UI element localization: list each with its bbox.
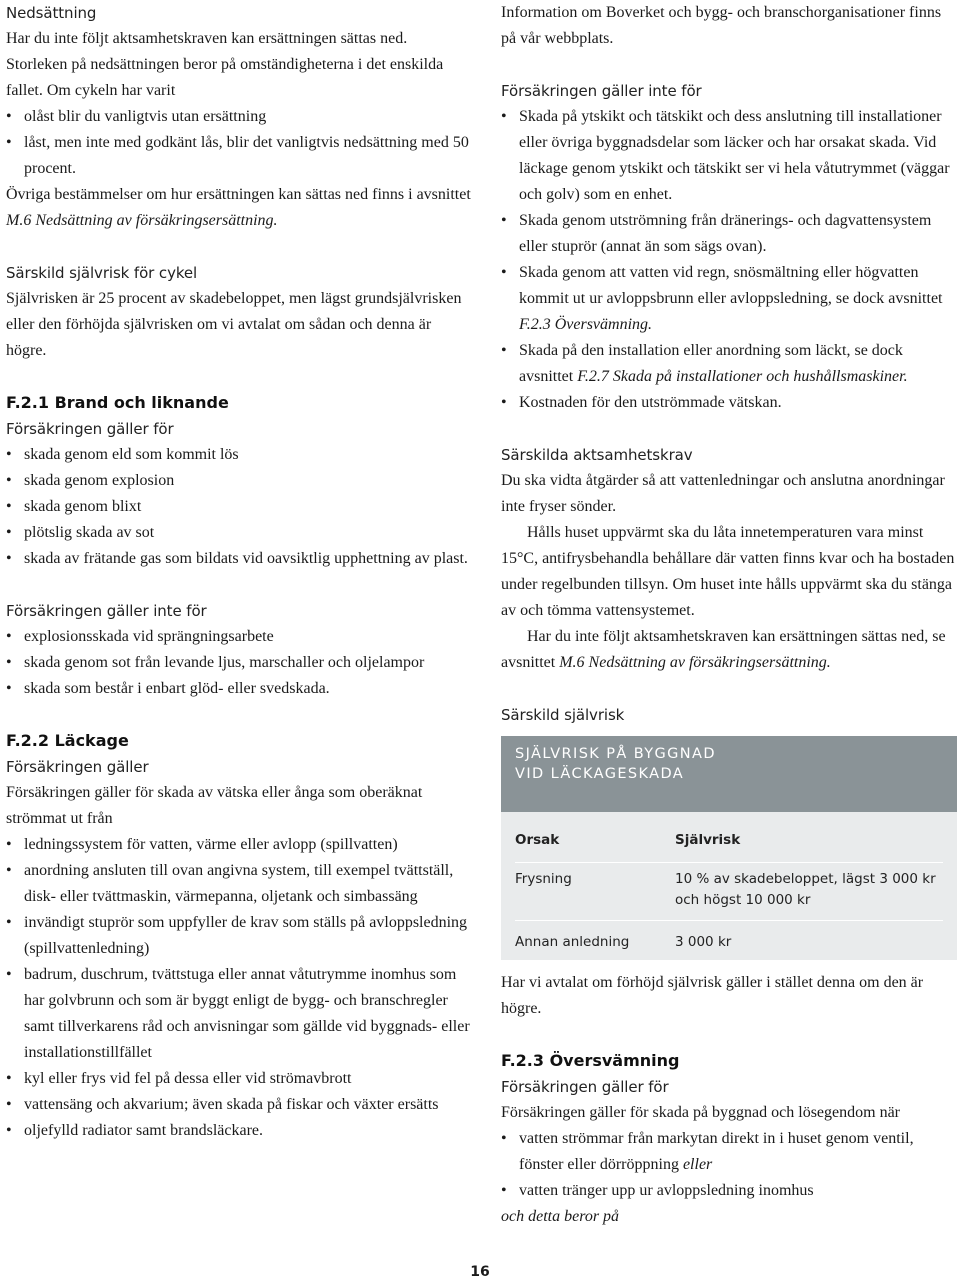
list-item: • explosionsskada vid sprängningsarbete <box>6 624 472 650</box>
aktsamhet-paragraph-2: Hålls huset uppvärmt ska du låta innetemperaturen vara minst 15°C, antifrysbehandla behållare där vatten finns kvar och ha bostaden under regelbunden tillsyn. Om huset inte hålls uppvärmt ska du stänga av och tömma vattensystemet. <box>501 524 955 619</box>
list-item: • vatten tränger upp ur avloppsledning inomhus <box>501 1178 957 1204</box>
forhojd-sjalvrisk-paragraph: Har vi avtalat om förhöjd självrisk gäller i stället denna om den är högre. <box>501 974 924 1017</box>
nedsattning-reference-paragraph <box>6 182 472 234</box>
item-text: vatten strömmar från markytan direkt in i huset genom ventil, fönster eller dörröppning <box>519 1130 914 1173</box>
lackage-excludes-heading: Försäkringen gäller inte för <box>501 82 702 100</box>
list-item <box>501 260 957 338</box>
list-item: • Skada genom utströmning från dränerings- och dagvattensystem eller stuprör (annat än som sägs ovan). <box>501 208 957 260</box>
table-cell: Frysning <box>515 871 572 887</box>
list-item: • anordning ansluten till ovan angivna system, till exempel tvättställ, disk- eller tvättmaskin, värmepanna, oljetank och simbassäng <box>6 858 472 910</box>
list-item: • olåst blir du vanligtvis utan ersättning <box>6 104 472 130</box>
column-header-sjalvrisk: Självrisk <box>675 832 741 848</box>
list-item: • skada genom sot från levande ljus, marschaller och oljelampor <box>6 650 472 676</box>
cell-line: 10 % av skadebeloppet, lägst 3 000 kr <box>675 871 936 887</box>
table-cell <box>675 869 943 920</box>
item-text: Skada genom att vatten vid regn, snösmältning eller högvatten kommit ut ur avloppsbrunn eller avloppsledning, se dock avsnittet <box>519 264 943 307</box>
section-reference: F.2.7 Skada på installationer och hushållsmaskiner. <box>577 368 908 385</box>
sarskild-sjalvrisk-heading: Särskild självrisk <box>501 706 625 724</box>
list-item <box>501 338 957 390</box>
nedsattning-heading: Nedsättning <box>6 4 97 22</box>
brand-covers-heading: Försäkringen gäller för <box>6 420 174 438</box>
nedsattning-list <box>6 104 472 182</box>
list-item: • kyl eller frys vid fel på dessa eller vid strömavbrott <box>6 1066 472 1092</box>
section-reference: M.6 Nedsättning av försäkringsersättning. <box>559 654 831 671</box>
list-item: • skada av frätande gas som bildats vid oavsiktlig upphettning av plast. <box>6 546 472 572</box>
page-number: 16 <box>470 1264 490 1280</box>
list-item: • oljefylld radiator samt brandsläckare. <box>6 1118 472 1144</box>
section-reference: M.6 Nedsättning av försäkringsersättning. <box>6 212 278 229</box>
oversvamning-paragraph: Försäkringen gäller för skada på byggnad och lösegendom när <box>501 1104 900 1121</box>
reference-text: Övriga bestämmelser om hur ersättningen kan sättas ned finns i avsnittet <box>6 186 471 203</box>
aktsamhet-heading: Särskilda aktsamhetskrav <box>501 446 693 464</box>
oversvamning-covers-heading: Försäkringen gäller för <box>501 1078 669 1096</box>
aktsamhet-paragraph-1: Du ska vidta åtgärder så att vattenledningar och anslutna anordningar inte fryser sönder. <box>501 472 945 515</box>
brand-section-heading: F.2.1 Brand och liknande <box>6 393 229 412</box>
lackage-section-heading: F.2.2 Läckage <box>6 731 129 750</box>
emphasis-eller: eller <box>682 1156 713 1173</box>
list-item: • skada genom explosion <box>6 468 472 494</box>
table-cell: 3 000 kr <box>675 934 732 950</box>
lackage-covers-heading: Försäkringen gäller <box>6 758 149 776</box>
list-item: • vattensäng och akvarium; även skada på fiskar och växter ersätts <box>6 1092 472 1118</box>
list-item: • badrum, duschrum, tvättstuga eller annat våtutrymme inomhus som har golvbrunn och som är byggt enligt de bygg- och branschregler samt tillverkarens råd och anvisningar som gällde vid byggnads- eller installationstillfället <box>6 962 472 1066</box>
table-row <box>515 863 943 921</box>
paragraph-text: Har du inte följt aktsamhetskraven kan ersättningen sättas ned, se avsnittet <box>501 628 946 671</box>
brand-covers-list <box>6 442 472 572</box>
lackage-paragraph: Försäkringen gäller för skada av vätska eller ånga som oberäknat strömmat ut från <box>6 784 423 827</box>
sjalvrisk-table-title <box>501 736 957 812</box>
list-item: • låst, men inte med godkänt lås, blir det vanligtvis nedsättning med 50 procent. <box>6 130 472 182</box>
sjalvrisk-table-box <box>501 736 957 960</box>
left-column <box>6 0 472 1144</box>
list-item: • invändigt stuprör som uppfyller de krav som ställs på avloppsledning (spillvattenledning) <box>6 910 472 962</box>
right-column <box>501 0 957 1230</box>
list-item: • skada genom blixt <box>6 494 472 520</box>
list-item: • Kostnaden för den utströmmade vätskan. <box>501 390 957 416</box>
info-paragraph: Information om Boverket och bygg- och branschorganisationer finns på vår webbplats. <box>501 4 942 47</box>
list-item <box>501 1126 957 1178</box>
brand-excludes-heading: Försäkringen gäller inte för <box>6 602 207 620</box>
table-header-row <box>515 818 943 863</box>
column-header-orsak: Orsak <box>515 832 560 848</box>
list-item: • skada som består i enbart glöd- eller svedskada. <box>6 676 472 702</box>
oversvamning-ending <box>501 1204 957 1230</box>
table-row <box>515 921 943 963</box>
list-item: • skada genom eld som kommit lös <box>6 442 472 468</box>
sjalvrisk-table <box>501 812 957 960</box>
list-item: • plötslig skada av sot <box>6 520 472 546</box>
ending-text: och detta beror på <box>501 1208 620 1225</box>
title-line: VID LÄCKAGESKADA <box>515 766 685 782</box>
section-reference: F.2.3 Översvämning. <box>519 316 653 333</box>
list-item: • Skada på ytskikt och tätskikt och dess anslutning till installationer eller övriga byggnadsdelar som läcker och har orsakat skada. Vid läckage genom ytskikt och tätskikt ser vi hela våtutrymmet (väggar och golv) som en enhet. <box>501 104 957 208</box>
oversvamning-section-heading: F.2.3 Översvämning <box>501 1051 680 1070</box>
title-line: SJÄLVRISK PÅ BYGGNAD <box>515 746 716 762</box>
nedsattning-paragraph: Har du inte följt aktsamhetskraven kan ersättningen sättas ned. Storleken på nedsättningen beror på omständigheterna i det enskilda fallet. Om cykeln har varit <box>6 30 444 99</box>
lackage-excludes-list <box>501 104 957 416</box>
item-text: Skada på den installation eller anordning som läckt, se dock avsnittet <box>519 342 903 385</box>
list-item: • ledningssystem för vatten, värme eller avlopp (spillvatten) <box>6 832 472 858</box>
cell-line: och högst 10 000 kr <box>675 892 811 908</box>
oversvamning-list <box>501 1126 957 1204</box>
aktsamhet-paragraph-3 <box>501 624 957 676</box>
lackage-list <box>6 832 472 1144</box>
sjalvrisk-cykel-paragraph: Självrisken är 25 procent av skadebeloppet, men lägst grundsjälvrisken eller den förhöjda självrisken om vi avtalat om sådan och denna är högre. <box>6 290 462 359</box>
brand-excludes-list <box>6 624 472 702</box>
table-cell: Annan anledning <box>515 934 630 950</box>
sjalvrisk-cykel-heading: Särskild självrisk för cykel <box>6 264 198 282</box>
